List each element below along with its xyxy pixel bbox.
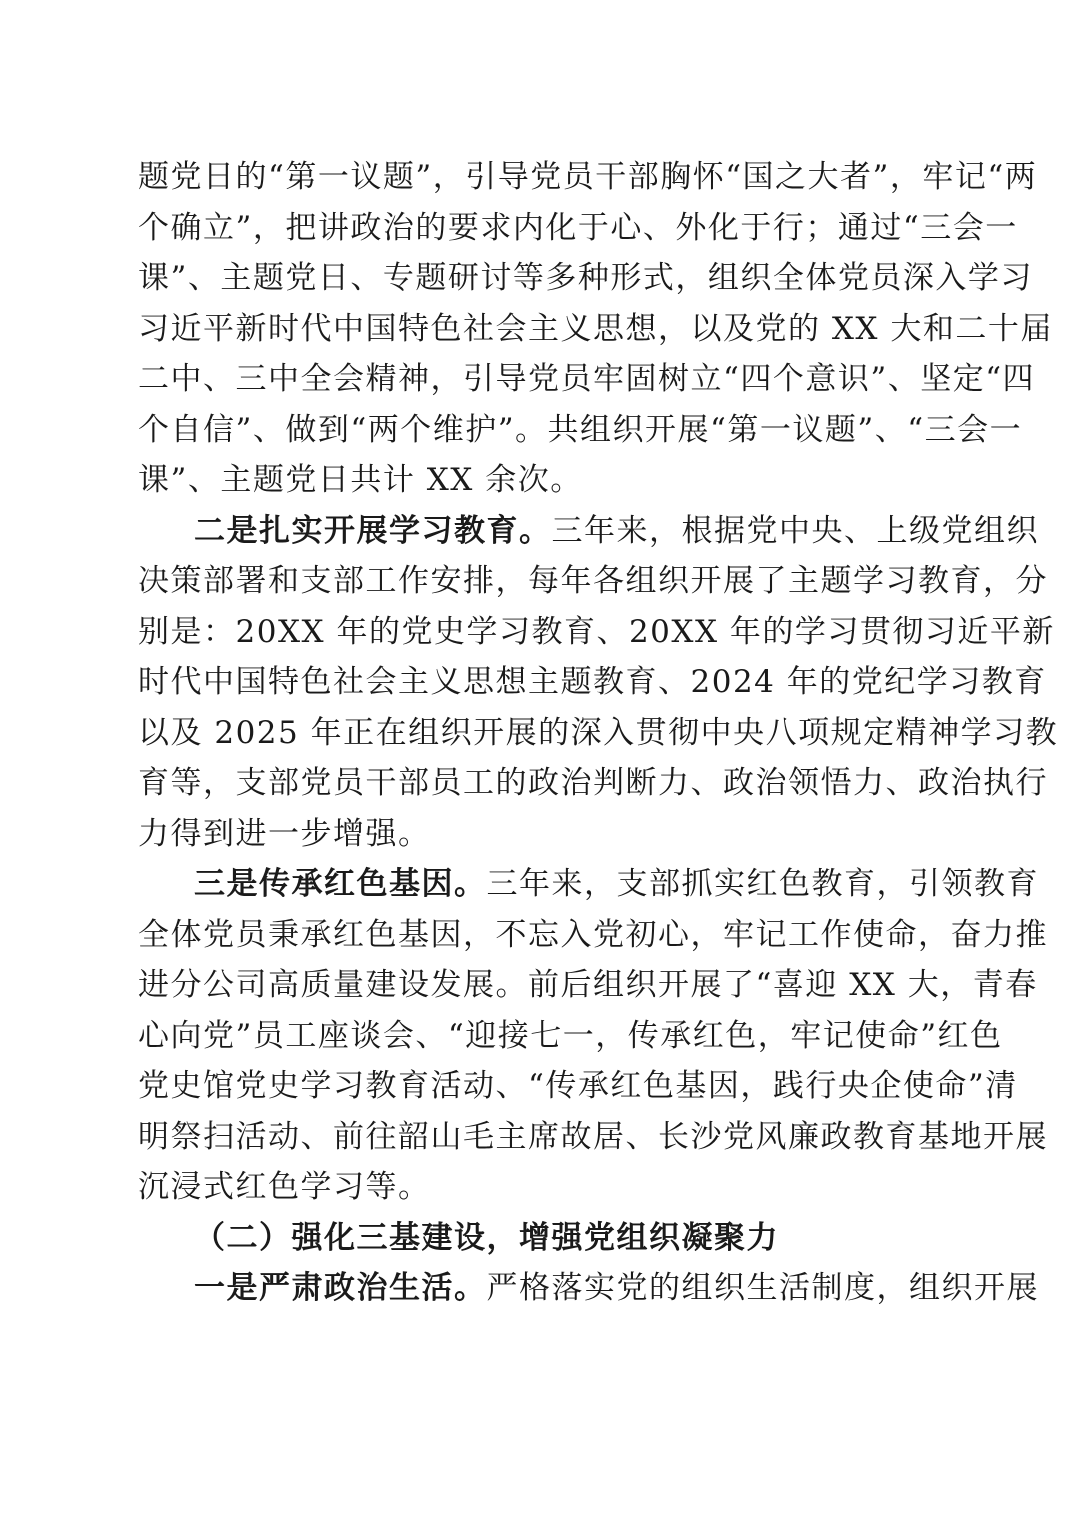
text-line: 沉浸式红色学习等。 bbox=[138, 1169, 431, 1205]
paragraph-lead: 三是传承红色基因。 bbox=[194, 866, 487, 902]
text-line: 决策部署和支部工作安排，每年各组织开展了主题学习教育，分 bbox=[138, 563, 1048, 599]
text-line: 题党日的“第一议题”，引导党员干部胸怀“国之大者”，牢记“两 bbox=[138, 159, 1038, 195]
paragraph-first-line bbox=[138, 506, 1039, 557]
paragraph-lead: 一是严肃政治生活。 bbox=[194, 1270, 487, 1306]
paragraph-first-line bbox=[138, 1263, 1039, 1314]
document-body bbox=[138, 152, 1059, 1314]
text-line: 党史馆党史学习教育活动、“传承红色基因，践行央企使命”清 bbox=[138, 1068, 1018, 1104]
text-line: 力得到进一步增强。 bbox=[138, 815, 431, 852]
section-heading: （二）强化三基建设，增强党组织凝聚力 bbox=[194, 1219, 779, 1256]
text-line: 心向党”员工座谈会、“迎接七一，传承红色，牢记使命”红色 bbox=[138, 1017, 1003, 1054]
paragraph-lead: 二是扎实开展学习教育。 bbox=[194, 512, 552, 549]
text-line: 全体党员秉承红色基因，不忘入党初心，牢记工作使命，奋力推 bbox=[138, 916, 1048, 953]
text-line: 二中、三中全会精神，引导党员牢固树立“四个意识”、坚定“四 bbox=[138, 361, 1036, 397]
paragraph-text: 三年来，根据党中央、上级党组织 bbox=[551, 512, 1039, 549]
text-line: 课”、主题党日共计 XX 余次。 bbox=[138, 462, 583, 498]
text-line: 个自信”、做到“两个维护”。共组织开展“第一议题”、“三会一 bbox=[138, 411, 1023, 448]
paragraph-text: 三年来，支部抓实红色教育，引领教育 bbox=[486, 866, 1039, 902]
text-line: 别是：20XX 年的党史学习教育、20XX 年的学习贯彻习近平新 bbox=[138, 613, 1055, 650]
text-line: 进分公司高质量建设发展。前后组织开展了“喜迎 XX 大，青春 bbox=[138, 967, 1038, 1003]
text-line: 课”、主题党日、专题研讨等多种形式，组织全体党员深入学习 bbox=[138, 260, 1033, 296]
paragraph-text: 严格落实党的组织生活制度，组织开展 bbox=[486, 1270, 1039, 1306]
text-line: 时代中国特色社会主义思想主题教育、2024 年的党纪学习教育 bbox=[138, 664, 1047, 700]
text-line: 明祭扫活动、前往韶山毛主席故居、长沙党风廉政教育基地开展 bbox=[138, 1118, 1048, 1155]
text-line: 育等，支部党员干部员工的政治判断力、政治领悟力、政治执行 bbox=[138, 765, 1048, 801]
paragraph-first-line bbox=[138, 859, 1039, 910]
text-line: 以及 2025 年正在组织开展的深入贯彻中央八项规定精神学习教 bbox=[138, 714, 1059, 751]
text-line: 个确立”，把讲政治的要求内化于心、外化于行；通过“三会一 bbox=[138, 209, 1018, 246]
text-line: 习近平新时代中国特色社会主义思想，以及党的 XX 大和二十届 bbox=[138, 310, 1053, 347]
